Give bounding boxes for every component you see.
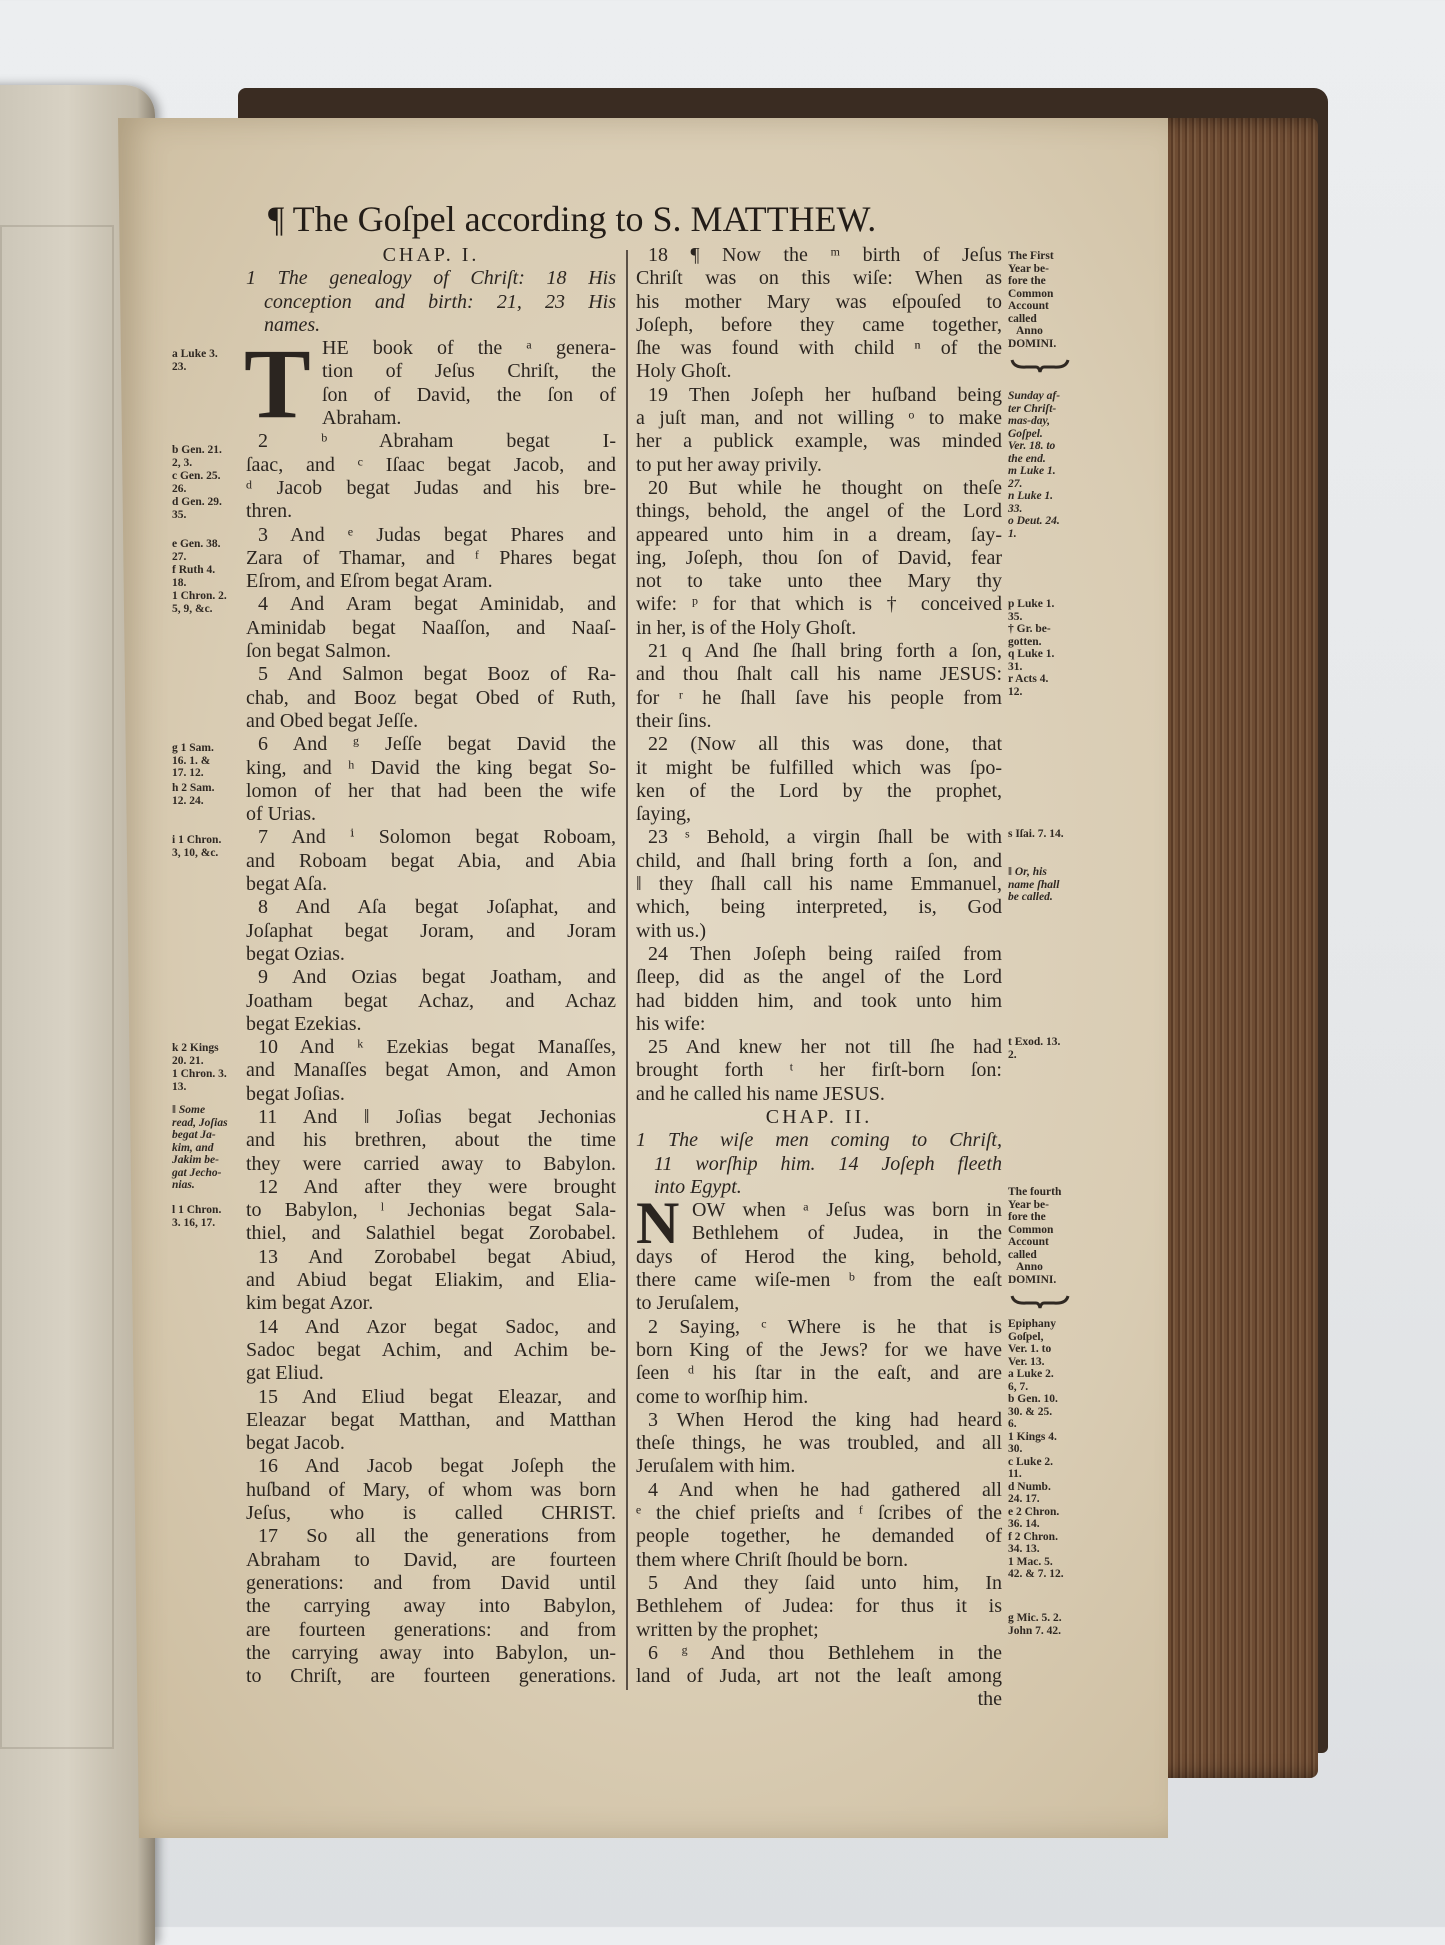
verse-text bbox=[244, 328, 616, 1688]
text-line: thren. bbox=[246, 500, 293, 523]
brace-ornament bbox=[1010, 1294, 1070, 1310]
text-line: lomon of her that had been the wife bbox=[246, 779, 616, 802]
text-line: a juſt man, and not willing ᵒ to make bbox=[636, 407, 1002, 430]
text-line: Jeſus, who is called CHRIST. bbox=[246, 1502, 616, 1525]
text-line: begat Joſias. bbox=[246, 1082, 345, 1105]
margin-note: k 2 Kings 20. 21. bbox=[172, 1042, 219, 1067]
right-text-column bbox=[636, 244, 1002, 1712]
text-line: 16 And Jacob begat Joſeph the bbox=[258, 1455, 616, 1478]
text-line: his mother Mary was eſpouſed to bbox=[636, 290, 1002, 313]
text-line: ſon of David, the ſon of bbox=[322, 383, 616, 406]
text-line: her a publick example, was minded bbox=[636, 430, 1002, 453]
text-line: and his brethren, about the time bbox=[246, 1129, 616, 1152]
margin-note-year: The fourth Year be- fore the Common Account called Anno DOMINI. bbox=[1008, 1186, 1062, 1286]
text-line: ken of the Lord by the prophet, bbox=[636, 779, 1002, 802]
text-line: kim begat Azor. bbox=[246, 1292, 374, 1315]
text-line: they were carried away to Babylon. bbox=[246, 1152, 616, 1175]
text-line: begat Ozias. bbox=[246, 942, 345, 965]
summary-line: conception and birth: 21, 23 His bbox=[264, 290, 616, 313]
text-line: with us.) bbox=[636, 919, 706, 942]
text-line: Jeruſalem with him. bbox=[636, 1455, 796, 1478]
margin-note: f Ruth 4. 18. bbox=[172, 564, 216, 589]
text-line: Joatham begat Achaz, and Achaz bbox=[246, 989, 616, 1012]
text-line: Bethlehem of Judea: for thus it is bbox=[636, 1595, 1002, 1618]
text-line: gat Eliud. bbox=[246, 1362, 324, 1385]
chapter-heading: CHAP. II. bbox=[765, 1105, 873, 1128]
left-page-border bbox=[0, 225, 114, 1749]
text-line: to Babylon, ˡ Jechonias begat Sala- bbox=[246, 1199, 616, 1222]
text-line: 13 And Zorobabel begat Abiud, bbox=[258, 1245, 616, 1268]
text-line: in her, is of the Holy Ghoſt. bbox=[636, 616, 857, 639]
text-line: 14 And Azor begat Sadoc, and bbox=[258, 1315, 616, 1338]
left-text-column bbox=[246, 244, 616, 1688]
margin-note: ‖ Some read, Joſias begat Ja- kim, and Jakim be- gat Jecho- nias. bbox=[172, 1104, 228, 1191]
text-line: of Urias. bbox=[246, 803, 316, 826]
text-line: 19 Then Joſeph her huſband being bbox=[648, 383, 1002, 406]
text-line: and Abiud begat Eliakim, and Elia- bbox=[246, 1269, 616, 1292]
text-line: 2 ᵇ Abraham begat I- bbox=[258, 430, 616, 453]
text-line: 15 And Eliud begat Eleazar, and bbox=[258, 1385, 616, 1408]
text-line: ing, Joſeph, thou ſon of David, fear bbox=[636, 546, 1002, 569]
text-line: 3 When Herod the king had heard bbox=[648, 1408, 1002, 1431]
text-line: Aminidab begat Naaſſon, and Naaſ- bbox=[246, 616, 616, 639]
text-line: had bidden him, and took unto him bbox=[636, 989, 1002, 1012]
text-line: not to take unto thee Mary thy bbox=[636, 570, 1002, 593]
text-line: born King of the Jews? for we have bbox=[636, 1338, 1002, 1361]
margin-note: d Gen. 29. 35. bbox=[172, 496, 222, 521]
text-line: 6 ᵍ And thou Bethlehem in the bbox=[648, 1641, 1002, 1664]
text-line: ſleep, did as the angel of the Lord bbox=[636, 966, 1002, 989]
text-line: 4 And Aram begat Aminidab, and bbox=[258, 593, 616, 616]
summary-line: into Egypt. bbox=[654, 1175, 742, 1198]
text-line: 2 Saying, ᶜ Where is he that is bbox=[648, 1315, 1002, 1338]
text-line: to put her away privily. bbox=[636, 453, 822, 476]
verse-text bbox=[636, 1190, 1002, 1688]
margin-note: e Gen. 38. 27. bbox=[172, 538, 221, 563]
text-line: 4 And when he had gathered all bbox=[648, 1478, 1002, 1501]
margin-note: 1 Chron. 3. 13. bbox=[172, 1068, 227, 1093]
margin-note: s Iſai. 7. 14. bbox=[1008, 828, 1064, 840]
text-line: 10 And ᵏ Ezekias begat Manaſſes, bbox=[258, 1036, 616, 1059]
margin-note: c Gen. 25. 26. bbox=[172, 470, 221, 495]
text-line: begat Jacob. bbox=[246, 1432, 345, 1455]
text-line: begat Ezekias. bbox=[246, 1012, 362, 1035]
text-line: and Roboam begat Abia, and Abia bbox=[246, 849, 616, 872]
summary-line: 1 The wiſe men coming to Chriſt, bbox=[636, 1129, 1002, 1152]
text-line: 6 And ᵍ Jeſſe begat David the bbox=[258, 733, 616, 756]
text-line: tion of Jeſus Chriſt, the bbox=[322, 360, 616, 383]
chapter-summary bbox=[246, 267, 616, 337]
margin-note: Epiphany Goſpel, Ver. 1. to Ver. 13. a Luke 2. 6, 7. b Gen. 10. 30. & 25. 6. 1 Kings 4. 30. c Luke 2. 11. d Numb. 24. 17. e 2 Chron. 36. 14. f 2 Chron. 34. 13. 1 Mac. 5. 42. & 7. 12. bbox=[1008, 1318, 1064, 1580]
text-line: appeared unto him in a dream, ſay- bbox=[636, 523, 1002, 546]
text-line: people together, he demanded of bbox=[636, 1525, 1002, 1548]
text-line: Abraham. bbox=[322, 407, 402, 430]
text-line: the carrying away into Babylon, bbox=[246, 1595, 616, 1618]
chapter-summary bbox=[636, 1129, 1002, 1199]
text-line: 20 But while he thought on theſe bbox=[648, 476, 1002, 499]
summary-line: 11 worſhip him. 14 Joſeph fleeth bbox=[654, 1152, 1002, 1175]
summary-line: 1 The genealogy of Chriſt: 18 His bbox=[246, 267, 616, 290]
margin-note: i 1 Chron. 3, 10, &c. bbox=[172, 834, 222, 859]
margin-note: 1 Chron. 2. 5, 9, &c. bbox=[172, 590, 227, 615]
text-line: to Chriſt, are fourteen generations. bbox=[246, 1665, 616, 1688]
text-line: his wife: bbox=[636, 1012, 706, 1035]
margin-note-year: The First Year be- fore the Common Account called Anno DOMINI. bbox=[1008, 250, 1057, 350]
text-line: Eſrom, and Eſrom begat Aram. bbox=[246, 570, 493, 593]
text-line: Chriſt was on this wiſe: When as bbox=[636, 267, 1002, 290]
text-line: 24 Then Joſeph being raiſed from bbox=[648, 942, 1002, 965]
text-line: 11 And ‖ Joſias begat Jechonias bbox=[258, 1105, 616, 1128]
text-line: come to worſhip him. bbox=[636, 1385, 809, 1408]
text-line: and thou ſhalt call his name JESUS: bbox=[636, 663, 1002, 686]
text-line: HE book of the ᵃ genera- bbox=[322, 337, 616, 360]
text-line: 5 And Salmon begat Booz of Ra- bbox=[258, 663, 616, 686]
text-line: and he called his name JESUS. bbox=[636, 1082, 885, 1105]
text-line: child, and ſhall bring forth a ſon, and bbox=[636, 849, 1002, 872]
page-title: ¶ The Goſpel according to S. MATTHEW. bbox=[268, 199, 877, 239]
text-line: Eleazar begat Matthan, and Matthan bbox=[246, 1408, 616, 1431]
text-line: 17 So all the generations from bbox=[258, 1525, 616, 1548]
text-line: and Obed begat Jeſſe. bbox=[246, 709, 419, 732]
text-line: ſaac, and ᶜ Iſaac begat Jacob, and bbox=[246, 453, 616, 476]
text-line: huſband of Mary, of whom was born bbox=[246, 1478, 616, 1501]
margin-note: ‖ Or, his name ſhall be called. bbox=[1008, 866, 1060, 903]
drop-cap: N bbox=[636, 1190, 680, 1257]
margin-note: b Gen. 21. 2, 3. bbox=[172, 444, 222, 469]
text-line: 25 And knew her not till ſhe had bbox=[648, 1036, 1002, 1059]
text-line: written by the prophet; bbox=[636, 1618, 819, 1641]
text-line: it might be fulfilled which was ſpo- bbox=[636, 756, 1002, 779]
margin-note: g 1 Sam. 16. 1. & 17. 12. bbox=[172, 742, 214, 779]
text-line: Bethlehem of Judea, in the bbox=[692, 1222, 1002, 1245]
margin-note: Sunday af- ter Chriſt- mas-day, Goſpel. Ver. 18. to the end. m Luke 1. 27. n Luke 1. 33. o Deut. 24. 1. bbox=[1008, 390, 1061, 540]
chapter-heading: CHAP. I. bbox=[382, 244, 480, 266]
text-line: which, being interpreted, is, God bbox=[636, 896, 1002, 919]
margin-note: p Luke 1. 35. † Gr. be- gotten. q Luke 1. 31. r Acts 4. 12. bbox=[1008, 598, 1055, 698]
text-line: for ʳ he ſhall ſave his people from bbox=[636, 686, 1002, 709]
text-line: Joſaphat begat Joram, and Joram bbox=[246, 919, 616, 942]
text-line: are fourteen generations: and from bbox=[246, 1618, 616, 1641]
summary-line: names. bbox=[264, 313, 321, 336]
text-line: to Jeruſalem, bbox=[636, 1292, 740, 1315]
text-line: 12 And after they were brought bbox=[258, 1175, 616, 1198]
margin-note: h 2 Sam. 12. 24. bbox=[172, 782, 215, 807]
text-line: them where Chriſt ſhould be born. bbox=[636, 1548, 909, 1571]
margin-note: a Luke 3. 23. bbox=[172, 348, 218, 373]
text-line: 22 (Now all this was done, that bbox=[648, 733, 1002, 756]
text-line: 23 ˢ Behold, a virgin ſhall be with bbox=[648, 826, 1002, 849]
text-line: 9 And Ozias begat Joatham, and bbox=[258, 966, 616, 989]
text-line: brought forth ᵗ her firſt-born ſon: bbox=[636, 1059, 1002, 1082]
text-line: ſeen ᵈ his ſtar in the eaſt, and are bbox=[636, 1362, 1002, 1385]
text-line: 21 q And ſhe ſhall bring forth a ſon, bbox=[648, 640, 1002, 663]
text-line: there came wiſe-men ᵇ from the eaſt bbox=[636, 1269, 1002, 1292]
text-line: Zara of Thamar, and ᶠ Phares begat bbox=[246, 546, 616, 569]
margin-note: g Mic. 5. 2. John 7. 42. bbox=[1008, 1612, 1062, 1637]
text-line: land of Juda, art not the leaſt among bbox=[636, 1665, 1002, 1688]
catchword: the bbox=[977, 1688, 1002, 1711]
verse-text bbox=[636, 244, 1002, 1106]
text-line: 18 ¶ Now the ᵐ birth of Jeſus bbox=[648, 244, 1002, 266]
text-line: thiel, and Salathiel begat Zorobabel. bbox=[246, 1222, 616, 1245]
text-line: generations: and from David until bbox=[246, 1571, 616, 1594]
text-line: Sadoc begat Achim, and Achim be- bbox=[246, 1338, 616, 1361]
text-line: Abraham to David, are fourteen bbox=[246, 1548, 616, 1571]
text-line: Holy Ghoſt. bbox=[636, 360, 732, 383]
text-line: chab, and Booz begat Obed of Ruth, bbox=[246, 686, 616, 709]
margin-note: l 1 Chron. 3. 16, 17. bbox=[172, 1204, 222, 1229]
text-line: the carrying away into Babylon, un- bbox=[246, 1641, 616, 1664]
text-line: 3 And ᵉ Judas begat Phares and bbox=[258, 523, 616, 546]
text-line: begat Aſa. bbox=[246, 873, 328, 896]
text-line: their ſins. bbox=[636, 709, 712, 732]
text-line: 8 And Aſa begat Joſaphat, and bbox=[258, 896, 616, 919]
text-line: OW when ᵃ Jeſus was born in bbox=[692, 1199, 1002, 1222]
text-line: ᵈ Jacob begat Judas and his bre- bbox=[246, 476, 616, 499]
text-line: days of Herod the king, behold, bbox=[636, 1245, 1002, 1268]
text-line: and Manaſſes begat Amon, and Amon bbox=[246, 1059, 616, 1082]
drop-cap: T bbox=[244, 328, 311, 440]
text-line: 7 And ⁱ Solomon begat Roboam, bbox=[258, 826, 616, 849]
text-line: ſon begat Salmon. bbox=[246, 640, 391, 663]
text-line: things, behold, the angel of the Lord bbox=[636, 500, 1002, 523]
text-line: ᵉ the chief prieſts and ᶠ ſcribes of the bbox=[636, 1502, 1002, 1525]
margin-note: t Exod. 13. 2. bbox=[1008, 1036, 1061, 1061]
text-line: ſaying, bbox=[636, 803, 691, 826]
text-line: 5 And they ſaid unto him, In bbox=[648, 1571, 1002, 1594]
column-divider bbox=[626, 250, 628, 1690]
brace-ornament bbox=[1010, 358, 1070, 374]
text-line: ‖ they ſhall call his name Emmanuel, bbox=[636, 873, 1002, 896]
text-line: king, and ʰ David the king begat So- bbox=[246, 756, 616, 779]
text-line: ſhe was found with child ⁿ of the bbox=[636, 337, 1002, 360]
text-line: wife: ᵖ for that which is † conceived bbox=[636, 593, 1002, 616]
text-line: Joſeph, before they came together, bbox=[636, 313, 1002, 336]
text-line: theſe things, he was troubled, and all bbox=[636, 1432, 1002, 1455]
